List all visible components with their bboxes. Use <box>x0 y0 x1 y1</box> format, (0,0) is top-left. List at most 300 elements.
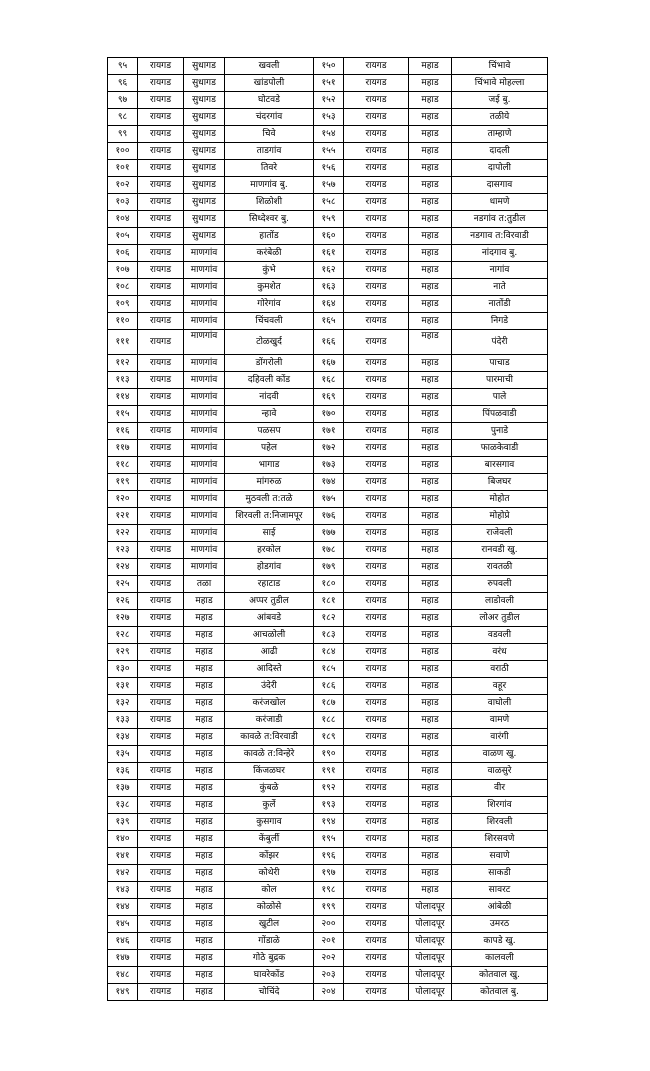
cell-serial-left: १४९ <box>108 984 138 1001</box>
cell-village-right: वहूर <box>452 678 548 695</box>
cell-village-right: पाचाड <box>452 355 548 372</box>
cell-district-right: रायगड <box>344 474 409 491</box>
cell-village-right: शिरगांव <box>452 797 548 814</box>
cell-taluka-right: महाड <box>409 508 452 525</box>
cell-taluka-left: माणगांव <box>184 423 225 440</box>
cell-village-left: कोळोसे <box>225 899 314 916</box>
cell-taluka-left: सुधागड <box>184 58 225 75</box>
cell-district-right: रायगड <box>344 950 409 967</box>
cell-serial-right: १५३ <box>314 109 344 126</box>
cell-serial-left: ११७ <box>108 440 138 457</box>
cell-taluka-left: महाड <box>184 644 225 661</box>
cell-district-right: रायगड <box>344 160 409 177</box>
cell-serial-right: १५६ <box>314 160 344 177</box>
table-row <box>108 848 548 865</box>
cell-taluka-right: महाड <box>409 58 452 75</box>
cell-district-right: रायगड <box>344 627 409 644</box>
table-row <box>108 508 548 525</box>
cell-serial-right: २०३ <box>314 967 344 984</box>
table-row <box>108 440 548 457</box>
cell-serial-right: २०० <box>314 916 344 933</box>
cell-serial-right: २०१ <box>314 933 344 950</box>
cell-village-right: धामणे <box>452 194 548 211</box>
cell-village-right: वारंगी <box>452 729 548 746</box>
cell-village-left: होडगांव <box>225 559 314 576</box>
table-row <box>108 109 548 126</box>
cell-taluka-left: तळा <box>184 576 225 593</box>
cell-district-right: रायगड <box>344 508 409 525</box>
table-row <box>108 950 548 967</box>
cell-village-right: ताम्हाणे <box>452 126 548 143</box>
cell-serial-left: ९७ <box>108 92 138 109</box>
cell-village-right: राजेवली <box>452 525 548 542</box>
cell-village-left: कोथेरी <box>225 865 314 882</box>
table-row <box>108 423 548 440</box>
cell-district-right: रायगड <box>344 313 409 330</box>
cell-district-right: रायगड <box>344 882 409 899</box>
cell-village-left: करंजखोल <box>225 695 314 712</box>
cell-district-left: रायगड <box>138 75 184 92</box>
cell-village-left: शिळोशी <box>225 194 314 211</box>
cell-serial-left: ९९ <box>108 126 138 143</box>
cell-serial-left: १०७ <box>108 262 138 279</box>
cell-village-left: माणगांव बु. <box>225 177 314 194</box>
cell-village-right: पुनाडे <box>452 423 548 440</box>
cell-taluka-left: सुधागड <box>184 228 225 245</box>
table-row <box>108 967 548 984</box>
cell-district-left: रायगड <box>138 262 184 279</box>
table-row <box>108 610 548 627</box>
table-row <box>108 780 548 797</box>
table-row <box>108 491 548 508</box>
cell-serial-left: १३१ <box>108 678 138 695</box>
cell-taluka-right: महाड <box>409 245 452 262</box>
cell-taluka-right: महाड <box>409 525 452 542</box>
cell-district-right: रायगड <box>344 330 409 355</box>
cell-serial-right: १९४ <box>314 814 344 831</box>
cell-district-right: रायगड <box>344 797 409 814</box>
cell-district-left: रायगड <box>138 848 184 865</box>
cell-serial-right: १८७ <box>314 695 344 712</box>
cell-taluka-right: महाड <box>409 330 452 355</box>
cell-village-left: मांगरुळ <box>225 474 314 491</box>
cell-village-left: नांदवी <box>225 389 314 406</box>
cell-serial-left: ११० <box>108 313 138 330</box>
cell-serial-right: १८२ <box>314 610 344 627</box>
cell-taluka-right: महाड <box>409 848 452 865</box>
cell-taluka-right: महाड <box>409 831 452 848</box>
cell-taluka-left: माणगांव <box>184 542 225 559</box>
cell-village-right: जई बु. <box>452 92 548 109</box>
table-row <box>108 593 548 610</box>
cell-taluka-left: माणगांव <box>184 245 225 262</box>
table-row <box>108 75 548 92</box>
cell-village-left: कावळे त:विरवाडी <box>225 729 314 746</box>
cell-serial-right: २०४ <box>314 984 344 1001</box>
cell-district-left: रायगड <box>138 389 184 406</box>
cell-serial-left: १३३ <box>108 712 138 729</box>
cell-serial-left: १२२ <box>108 525 138 542</box>
cell-village-left: डोंगरोली <box>225 355 314 372</box>
cell-taluka-right: महाड <box>409 279 452 296</box>
cell-taluka-right: महाड <box>409 729 452 746</box>
cell-taluka-right: पोलादपूर <box>409 950 452 967</box>
cell-district-right: रायगड <box>344 194 409 211</box>
cell-village-right: पाले <box>452 389 548 406</box>
cell-taluka-left: महाड <box>184 882 225 899</box>
cell-taluka-right: महाड <box>409 440 452 457</box>
cell-serial-right: १७८ <box>314 542 344 559</box>
cell-taluka-left: माणगांव <box>184 279 225 296</box>
cell-village-right: वरंध <box>452 644 548 661</box>
cell-village-left: खवली <box>225 58 314 75</box>
cell-serial-right: १९१ <box>314 763 344 780</box>
cell-village-right: लोअर तुडील <box>452 610 548 627</box>
table-row <box>108 814 548 831</box>
table-row <box>108 984 548 1001</box>
cell-taluka-right: महाड <box>409 474 452 491</box>
cell-serial-right: १६८ <box>314 372 344 389</box>
cell-serial-right: १९५ <box>314 831 344 848</box>
cell-taluka-right: महाड <box>409 194 452 211</box>
cell-district-left: रायगड <box>138 644 184 661</box>
cell-serial-left: १३० <box>108 661 138 678</box>
table-row <box>108 525 548 542</box>
cell-village-left: शिरवली त:निजामपूर <box>225 508 314 525</box>
cell-village-left: चिंचवली <box>225 313 314 330</box>
table-row <box>108 933 548 950</box>
cell-serial-right: १९७ <box>314 865 344 882</box>
cell-district-right: रायगड <box>344 262 409 279</box>
cell-district-left: रायगड <box>138 245 184 262</box>
cell-village-right: रावतळी <box>452 559 548 576</box>
cell-village-right: कालवली <box>452 950 548 967</box>
cell-serial-right: १६९ <box>314 389 344 406</box>
cell-taluka-left: महाड <box>184 950 225 967</box>
cell-village-right: कोतवाल खु. <box>452 967 548 984</box>
cell-taluka-left: माणगांव <box>184 491 225 508</box>
cell-taluka-left: माणगांव <box>184 389 225 406</box>
cell-village-left: भागाड <box>225 457 314 474</box>
cell-serial-left: १४१ <box>108 848 138 865</box>
cell-serial-left: १३८ <box>108 797 138 814</box>
cell-serial-right: १५५ <box>314 143 344 160</box>
cell-district-right: रायगड <box>344 848 409 865</box>
cell-taluka-right: महाड <box>409 355 452 372</box>
cell-serial-right: १८५ <box>314 661 344 678</box>
cell-serial-left: १४७ <box>108 950 138 967</box>
cell-district-left: रायगड <box>138 814 184 831</box>
cell-taluka-right: महाड <box>409 780 452 797</box>
cell-district-left: रायगड <box>138 763 184 780</box>
cell-district-left: रायगड <box>138 542 184 559</box>
cell-village-left: चोचिंदे <box>225 984 314 1001</box>
cell-taluka-right: महाड <box>409 313 452 330</box>
cell-village-left: गोरेगांव <box>225 296 314 313</box>
table-row <box>108 712 548 729</box>
cell-district-right: रायगड <box>344 457 409 474</box>
cell-serial-left: १३४ <box>108 729 138 746</box>
cell-village-left: न्हावे <box>225 406 314 423</box>
cell-taluka-right: महाड <box>409 559 452 576</box>
cell-taluka-right: महाड <box>409 143 452 160</box>
cell-village-right: साकडी <box>452 865 548 882</box>
cell-district-right: रायगड <box>344 678 409 695</box>
cell-serial-left: १४२ <box>108 865 138 882</box>
cell-district-right: रायगड <box>344 899 409 916</box>
cell-serial-left: १४४ <box>108 899 138 916</box>
cell-district-right: रायगड <box>344 355 409 372</box>
cell-village-right: पिंपळवाडी <box>452 406 548 423</box>
cell-serial-right: १८० <box>314 576 344 593</box>
cell-village-left: तिवरे <box>225 160 314 177</box>
cell-serial-right: १८३ <box>314 627 344 644</box>
cell-district-right: रायगड <box>344 423 409 440</box>
cell-taluka-left: महाड <box>184 916 225 933</box>
cell-district-right: रायगड <box>344 984 409 1001</box>
cell-village-left: पहेल <box>225 440 314 457</box>
cell-village-left: खांडपोली <box>225 75 314 92</box>
cell-taluka-right: महाड <box>409 627 452 644</box>
cell-village-right: लाडोवली <box>452 593 548 610</box>
cell-district-left: रायगड <box>138 916 184 933</box>
cell-district-right: रायगड <box>344 814 409 831</box>
cell-serial-right: १९८ <box>314 882 344 899</box>
cell-district-left: रायगड <box>138 279 184 296</box>
cell-serial-left: १२५ <box>108 576 138 593</box>
cell-village-right: नांदगाव बु. <box>452 245 548 262</box>
cell-district-right: रायगड <box>344 491 409 508</box>
cell-village-right: मोहोप्रे <box>452 508 548 525</box>
table-row <box>108 279 548 296</box>
cell-taluka-right: पोलादपूर <box>409 967 452 984</box>
cell-district-left: रायगड <box>138 126 184 143</box>
cell-taluka-left: माणगांव <box>184 457 225 474</box>
cell-village-right: नडगांव त:तुडील <box>452 211 548 228</box>
cell-village-left: खुटील <box>225 916 314 933</box>
cell-village-right: निगडे <box>452 313 548 330</box>
cell-district-right: रायगड <box>344 967 409 984</box>
table-row <box>108 695 548 712</box>
cell-district-right: रायगड <box>344 559 409 576</box>
cell-taluka-right: महाड <box>409 126 452 143</box>
cell-serial-left: ११५ <box>108 406 138 423</box>
table-row <box>108 865 548 882</box>
cell-taluka-right: महाड <box>409 92 452 109</box>
cell-taluka-right: महाड <box>409 109 452 126</box>
cell-taluka-right: महाड <box>409 177 452 194</box>
cell-taluka-left: सुधागड <box>184 160 225 177</box>
cell-taluka-left: सुधागड <box>184 211 225 228</box>
cell-serial-left: ११२ <box>108 355 138 372</box>
cell-village-right: सवाणे <box>452 848 548 865</box>
cell-serial-right: १५४ <box>314 126 344 143</box>
cell-serial-right: १५१ <box>314 75 344 92</box>
table-row <box>108 627 548 644</box>
cell-village-right: नाते <box>452 279 548 296</box>
cell-district-left: रायगड <box>138 330 184 355</box>
cell-taluka-right: महाड <box>409 296 452 313</box>
cell-district-right: रायगड <box>344 729 409 746</box>
cell-serial-left: ११९ <box>108 474 138 491</box>
cell-taluka-left: सुधागड <box>184 92 225 109</box>
cell-taluka-left: महाड <box>184 848 225 865</box>
cell-district-left: रायगड <box>138 296 184 313</box>
cell-taluka-left: महाड <box>184 627 225 644</box>
cell-village-right: चिंभावे <box>452 58 548 75</box>
cell-serial-left: १३९ <box>108 814 138 831</box>
cell-district-left: रायगड <box>138 593 184 610</box>
cell-serial-right: १७३ <box>314 457 344 474</box>
cell-serial-right: १५२ <box>314 92 344 109</box>
cell-district-right: रायगड <box>344 746 409 763</box>
cell-village-left: घावरेकोंड <box>225 967 314 984</box>
cell-district-left: रायगड <box>138 474 184 491</box>
cell-village-left: कुंभे <box>225 262 314 279</box>
cell-serial-right: १९९ <box>314 899 344 916</box>
cell-district-left: रायगड <box>138 712 184 729</box>
cell-village-left: किंजळघर <box>225 763 314 780</box>
cell-district-left: रायगड <box>138 576 184 593</box>
cell-village-right: वाळण खु. <box>452 746 548 763</box>
cell-village-left: उंदेरी <box>225 678 314 695</box>
cell-district-left: रायगड <box>138 143 184 160</box>
cell-district-right: रायगड <box>344 865 409 882</box>
cell-village-left: मुठवली त:तळे <box>225 491 314 508</box>
cell-district-left: रायगड <box>138 661 184 678</box>
cell-village-left: कुर्ले <box>225 797 314 814</box>
cell-district-left: रायगड <box>138 746 184 763</box>
table-row <box>108 576 548 593</box>
cell-taluka-right: पोलादपूर <box>409 984 452 1001</box>
cell-district-left: रायगड <box>138 211 184 228</box>
cell-serial-right: १६७ <box>314 355 344 372</box>
cell-village-left: केंबुर्ली <box>225 831 314 848</box>
table-row <box>108 177 548 194</box>
cell-taluka-left: महाड <box>184 933 225 950</box>
cell-village-right: शिरसवणे <box>452 831 548 848</box>
cell-district-right: रायगड <box>344 228 409 245</box>
cell-district-right: रायगड <box>344 75 409 92</box>
cell-village-left: हरकोल <box>225 542 314 559</box>
cell-village-right: नातोंडी <box>452 296 548 313</box>
cell-taluka-right: पोलादपूर <box>409 933 452 950</box>
cell-district-right: रायगड <box>344 177 409 194</box>
cell-district-right: रायगड <box>344 389 409 406</box>
cell-serial-left: १४५ <box>108 916 138 933</box>
table-row <box>108 882 548 899</box>
cell-serial-right: १५९ <box>314 211 344 228</box>
table-row <box>108 228 548 245</box>
cell-serial-left: १४८ <box>108 967 138 984</box>
cell-district-right: रायगड <box>344 92 409 109</box>
cell-serial-left: ११४ <box>108 389 138 406</box>
cell-village-left: कोंझर <box>225 848 314 865</box>
cell-serial-left: ११३ <box>108 372 138 389</box>
cell-district-right: रायगड <box>344 712 409 729</box>
cell-district-left: रायगड <box>138 933 184 950</box>
cell-serial-right: १९२ <box>314 780 344 797</box>
table-row <box>108 245 548 262</box>
cell-village-left: घोटवडे <box>225 92 314 109</box>
cell-taluka-right: महाड <box>409 406 452 423</box>
cell-village-right: दापोली <box>452 160 548 177</box>
cell-village-left: करंबेळी <box>225 245 314 262</box>
cell-village-left: कोल <box>225 882 314 899</box>
cell-serial-left: १२७ <box>108 610 138 627</box>
cell-village-right: बिजघर <box>452 474 548 491</box>
cell-serial-right: १८१ <box>314 593 344 610</box>
cell-taluka-left: सुधागड <box>184 194 225 211</box>
cell-serial-left: ११६ <box>108 423 138 440</box>
cell-district-left: रायगड <box>138 678 184 695</box>
cell-district-right: रायगड <box>344 576 409 593</box>
cell-taluka-right: महाड <box>409 576 452 593</box>
cell-taluka-right: महाड <box>409 160 452 177</box>
cell-village-right: चिंभावे मोहल्ला <box>452 75 548 92</box>
table-row <box>108 92 548 109</box>
cell-district-right: रायगड <box>344 916 409 933</box>
cell-district-right: रायगड <box>344 245 409 262</box>
cell-taluka-left: सुधागड <box>184 109 225 126</box>
cell-district-left: रायगड <box>138 92 184 109</box>
cell-village-left: दहिवली कोंड <box>225 372 314 389</box>
cell-taluka-right: महाड <box>409 678 452 695</box>
table-row <box>108 542 548 559</box>
cell-village-right: वीर <box>452 780 548 797</box>
cell-district-left: रायगड <box>138 491 184 508</box>
cell-serial-left: १०० <box>108 143 138 160</box>
cell-taluka-right: पोलादपूर <box>409 916 452 933</box>
cell-serial-right: १७१ <box>314 423 344 440</box>
cell-serial-right: १५७ <box>314 177 344 194</box>
cell-serial-left: १३५ <box>108 746 138 763</box>
cell-taluka-right: महाड <box>409 262 452 279</box>
cell-taluka-right: महाड <box>409 865 452 882</box>
cell-district-left: रायगड <box>138 355 184 372</box>
cell-serial-right: १७२ <box>314 440 344 457</box>
cell-district-left: रायगड <box>138 559 184 576</box>
cell-village-left: गोंडाळे <box>225 933 314 950</box>
cell-taluka-right: महाड <box>409 75 452 92</box>
cell-village-right: कापडे खु. <box>452 933 548 950</box>
cell-district-right: रायगड <box>344 593 409 610</box>
cell-district-left: रायगड <box>138 313 184 330</box>
cell-serial-left: १०६ <box>108 245 138 262</box>
cell-taluka-left: महाड <box>184 593 225 610</box>
cell-serial-left: १११ <box>108 330 138 355</box>
cell-serial-right: १६६ <box>314 330 344 355</box>
table-row <box>108 406 548 423</box>
cell-taluka-left: माणगांव <box>184 372 225 389</box>
cell-village-left: कावळे त:विन्हेरे <box>225 746 314 763</box>
cell-village-right: दासगाव <box>452 177 548 194</box>
cell-serial-left: १३७ <box>108 780 138 797</box>
cell-village-right: उमरठ <box>452 916 548 933</box>
cell-serial-left: १४० <box>108 831 138 848</box>
cell-village-right: वामणे <box>452 712 548 729</box>
table-row <box>108 296 548 313</box>
cell-taluka-left: माणगांव <box>184 508 225 525</box>
table-row <box>108 661 548 678</box>
cell-village-right: कोतवाल बु. <box>452 984 548 1001</box>
table-row <box>108 194 548 211</box>
cell-village-left: चिवे <box>225 126 314 143</box>
cell-serial-right: १८६ <box>314 678 344 695</box>
cell-serial-left: १३२ <box>108 695 138 712</box>
cell-taluka-right: महाड <box>409 228 452 245</box>
cell-taluka-right: महाड <box>409 712 452 729</box>
